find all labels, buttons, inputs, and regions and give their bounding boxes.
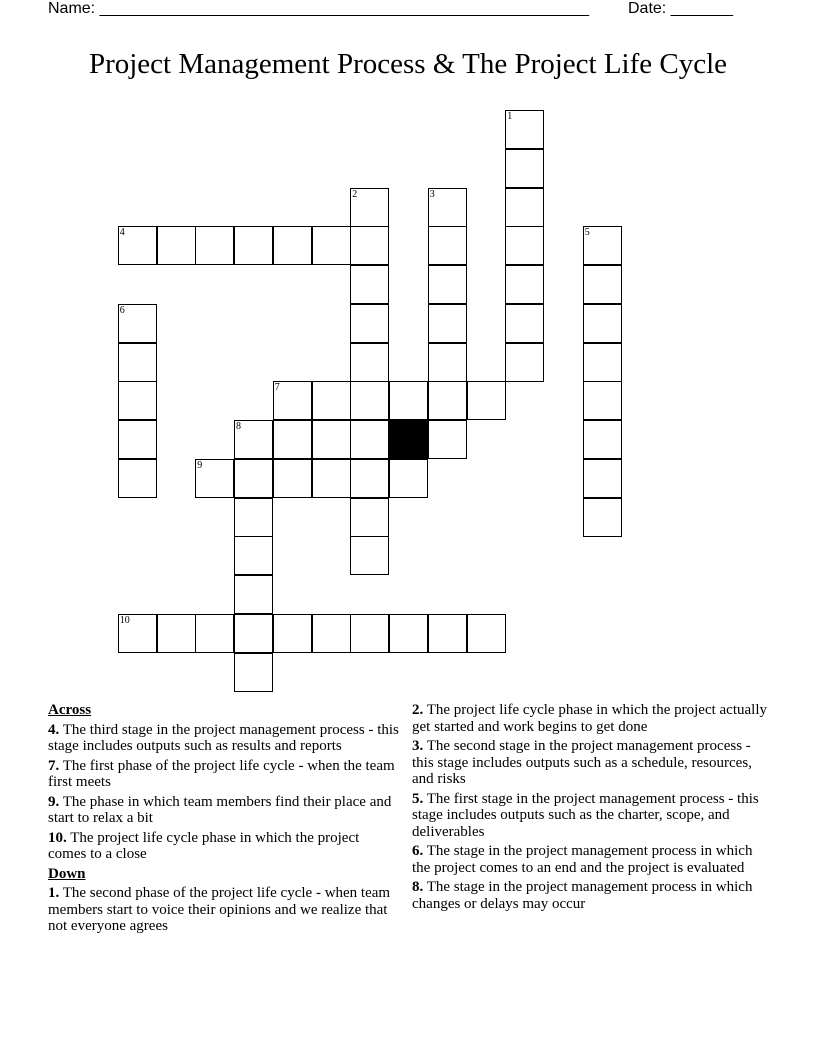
clue-number: 7 (274, 382, 280, 394)
grid-cell[interactable] (505, 304, 544, 343)
date-field-label[interactable]: Date: _______ (628, 0, 733, 17)
grid-cell[interactable] (428, 381, 467, 420)
grid-cell[interactable] (273, 614, 312, 653)
clue-down-8: 8. The stage in the project management process in which changes or delays may occur (412, 879, 753, 912)
grid-cell[interactable] (234, 614, 273, 653)
clue-number: 8 (236, 421, 241, 432)
grid-cell[interactable] (234, 226, 273, 265)
grid-cell[interactable] (428, 265, 467, 304)
clue-number: 3 (429, 188, 435, 200)
grid-cell[interactable] (583, 304, 622, 343)
clue-down-6: 6. The stage in the project management process in which the project comes to an end and the project is evaluated (412, 843, 753, 876)
clue-number: 1 (507, 111, 513, 122)
grid-cell[interactable] (234, 653, 273, 692)
grid-cell[interactable] (505, 110, 544, 149)
across-heading: Across (48, 702, 92, 718)
clues-right-column (412, 702, 772, 915)
grid-cell[interactable] (505, 188, 544, 227)
grid-cell[interactable] (505, 149, 544, 188)
grid-cell[interactable] (505, 226, 544, 265)
clue-number: 4 (119, 227, 125, 239)
grid-cell[interactable] (312, 226, 351, 265)
grid-cell[interactable] (118, 459, 157, 498)
grid-cell[interactable] (583, 459, 622, 498)
grid-cell[interactable] (273, 226, 312, 265)
clue-across-10: 10. The project life cycle phase in which the project comes to a close (48, 829, 360, 862)
grid-cell[interactable] (467, 614, 506, 653)
clue-across-9: 9. The phase in which team members find their place and start to relax a bit (48, 793, 392, 826)
grid-cell[interactable] (389, 459, 428, 498)
grid-cell[interactable] (312, 420, 351, 459)
grid-cell[interactable] (467, 381, 506, 420)
grid-cell[interactable] (350, 614, 389, 653)
clues-left-column (48, 702, 400, 938)
black-cell (389, 420, 428, 459)
grid-cell[interactable] (350, 381, 389, 420)
clue-across-4: 4. The third stage in the project management process - this stage includes outputs such as results and reports (48, 721, 399, 754)
grid-cell[interactable] (195, 459, 234, 498)
grid-cell[interactable] (118, 226, 157, 265)
clue-down-2: 2. The project life cycle phase in which the project actually get started and work begins to get done (412, 702, 767, 735)
grid-cell[interactable] (118, 343, 157, 382)
grid-cell[interactable] (428, 343, 467, 382)
grid-cell[interactable] (350, 459, 389, 498)
grid-cell[interactable] (118, 614, 157, 653)
clue-down-3: 3. The second stage in the project management process - this stage includes outputs such as a schedule, resources, and risks (412, 738, 752, 787)
grid-cell[interactable] (350, 498, 389, 537)
grid-cell[interactable] (350, 265, 389, 304)
grid-cell[interactable] (428, 420, 467, 459)
grid-cell[interactable] (312, 614, 351, 653)
grid-cell[interactable] (428, 304, 467, 343)
grid-cell[interactable] (273, 459, 312, 498)
grid-cell[interactable] (505, 265, 544, 304)
grid-cell[interactable] (583, 265, 622, 304)
clue-down-1: 1. The second phase of the project life cycle - when team members start to voice their opinions and we realize that not everyone agrees (48, 885, 391, 934)
grid-cell[interactable] (389, 614, 428, 653)
grid-cell[interactable] (118, 381, 157, 420)
grid-cell[interactable] (157, 614, 196, 653)
grid-cell[interactable] (195, 614, 234, 653)
grid-cell[interactable] (118, 304, 157, 343)
grid-cell[interactable] (234, 459, 273, 498)
grid-cell[interactable] (234, 536, 273, 575)
grid-cell[interactable] (234, 575, 273, 614)
grid-cell[interactable] (583, 420, 622, 459)
grid-cell[interactable] (350, 226, 389, 265)
clue-across-7: 7. The first phase of the project life cycle - when the team first meets (48, 757, 395, 790)
grid-cell[interactable] (428, 614, 467, 653)
clue-number: 9 (197, 459, 203, 471)
down-heading: Down (48, 865, 86, 882)
clue-number: 6 (119, 304, 125, 316)
grid-cell[interactable] (312, 459, 351, 498)
grid-cell[interactable] (350, 536, 389, 575)
grid-cell[interactable] (583, 226, 622, 265)
grid-cell[interactable] (583, 498, 622, 537)
clue-down-5: 5. The first stage in the project management process - this stage includes outputs such as the charter, scope, and deliverables (412, 790, 759, 840)
grid-cell[interactable] (157, 226, 196, 265)
grid-cell[interactable] (350, 188, 389, 227)
grid-cell[interactable] (234, 498, 273, 537)
clue-number: 5 (584, 227, 590, 239)
grid-cell[interactable] (234, 420, 273, 459)
grid-cell[interactable] (195, 226, 234, 265)
grid-cell[interactable] (389, 381, 428, 420)
grid-cell[interactable] (350, 420, 389, 459)
name-field-label[interactable]: Name: _______________________________________________________ (48, 0, 589, 17)
grid-cell[interactable] (583, 381, 622, 420)
clue-number: 10 (119, 614, 130, 626)
grid-cell[interactable] (273, 381, 312, 420)
clue-number: 2 (352, 188, 358, 200)
grid-cell[interactable] (350, 304, 389, 343)
grid-cell[interactable] (505, 343, 544, 382)
grid-cell[interactable] (118, 420, 157, 459)
grid-cell[interactable] (350, 343, 389, 382)
grid-cell[interactable] (273, 420, 312, 459)
grid-cell[interactable] (428, 188, 467, 227)
grid-cell[interactable] (583, 343, 622, 382)
grid-cell[interactable] (312, 381, 351, 420)
grid-cell[interactable] (428, 226, 467, 265)
page-title: Project Management Process & The Project Life Cycle (88, 48, 728, 80)
